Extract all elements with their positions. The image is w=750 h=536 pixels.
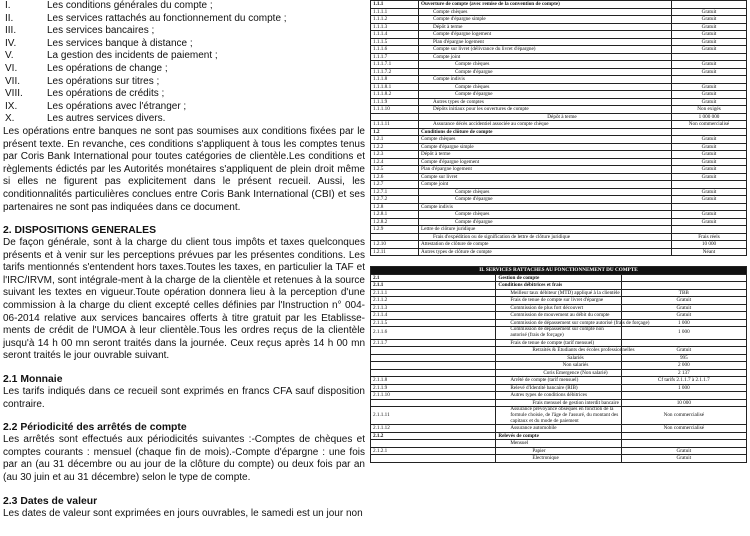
row-code: [371, 347, 496, 355]
chapter-list-item: [3, 25, 365, 38]
row-value: Néant: [672, 248, 747, 256]
left-column: [3, 0, 365, 520]
row-value: Gratuit: [621, 455, 746, 463]
row-code: 1.2.7.1: [371, 188, 419, 196]
tariff-table-services: [370, 266, 747, 463]
table-title: II. SERVICES RATTACHES AU FONCTIONNEMENT DU COMPTE: [371, 267, 747, 275]
row-label: Dépôt à terme: [419, 23, 672, 31]
row-value: 1 000: [621, 327, 746, 340]
row-code: 1.1.1.3: [371, 23, 419, 31]
row-code: 2.1.1.1: [371, 289, 496, 297]
row-label: Conditions débitrices et frais: [496, 282, 621, 290]
row-value: Non exigés: [672, 106, 747, 114]
table-row: [371, 38, 747, 46]
row-code: 1.2.2: [371, 143, 419, 151]
row-value: TBB: [621, 289, 746, 297]
row-code: 1.1.1.2: [371, 16, 419, 24]
chapter-list-item: [3, 88, 365, 101]
table-row: [371, 226, 747, 234]
row-label: Frais de tenue de compte sur livret d'épargne: [496, 297, 621, 305]
section-heading-periodicite: 2.2 Périodicité des arrêtés de compte: [3, 422, 187, 434]
table-row: [371, 339, 747, 347]
row-code: 1.1.1.8: [371, 76, 419, 84]
row-label: Ouverture de compte (avec remise de la convention de compte): [419, 1, 672, 9]
chapter-list-item: [3, 0, 365, 13]
table-row: [371, 68, 747, 76]
row-code: 1.2.5: [371, 166, 419, 174]
table-row: [371, 121, 747, 129]
table-row: [371, 158, 747, 166]
row-code: [371, 399, 496, 407]
row-label: Compte chèques: [419, 211, 672, 219]
row-code: 1.1.1.6: [371, 46, 419, 54]
row-value: [672, 53, 747, 61]
row-code: 2.1.1.10: [371, 392, 496, 400]
chapter-title: Les services rattachés au fonctionnement du compte ;: [47, 12, 287, 24]
row-label: Electronique: [496, 455, 621, 463]
chapter-number: IX.: [5, 100, 18, 112]
dispositions-paragraph: De façon générale, sont à la charge du client tous impôts et taxes quelconques présents et à venir sur les perceptions prévues par les présentes conditions. Les tarifs mentionnés s'entendent hors taxes.Toutes les taxes, en particulier la TAF et l'IRC/IRVM, sont intégrale-ment à la charge de la clientèle et retenues à la source suivant les textes en vigueur.Toute opération donnera lieu à la perception d'une commission à la charge du client excepté celles définies par l'Instruction n° 004-06-2014 relative aux services bancaires offerts à titre gratuit par les Etablisse-ments de crédit de l'UMOA à leur clientèle.Tous les ordres reçus de la clientèle jusqu'à 14 h 00 mn seront traités dans la journée. Ceux reçus après 14 h 00 mn seront traités le jour ouvrable suivant.: [3, 237, 365, 362]
row-value: [672, 181, 747, 189]
row-value: Gratuit: [672, 211, 747, 219]
chapter-number: VIII.: [5, 88, 23, 100]
chapter-number: V.: [5, 50, 14, 62]
row-label: Assurance prévoyance obsèques en fonction de la formule choisie, de l'âge de l'assuré, du montant des capitaux et du mode de paiement: [496, 407, 621, 425]
row-label: Compte d'épargne: [419, 218, 672, 226]
row-code: 2.1.1.2: [371, 297, 496, 305]
row-code: 1.1.1.5: [371, 38, 419, 46]
table-row: [371, 304, 747, 312]
table-row: [371, 392, 747, 400]
row-label: Compte indivis: [419, 203, 672, 211]
row-value: Non commercialisé: [621, 407, 746, 425]
chapter-number: VI.: [5, 62, 18, 74]
row-value: Gratuit: [672, 61, 747, 69]
row-label: Non salariés: [496, 362, 621, 370]
chapter-title: Les autres services divers.: [47, 113, 166, 125]
row-label: Dépôt à terme: [419, 113, 672, 121]
table-row: [371, 188, 747, 196]
row-code: 2.1.2: [371, 432, 496, 440]
row-label: Relevés de compte: [496, 432, 621, 440]
row-value: Gratuit: [672, 68, 747, 76]
table-row: [371, 455, 747, 463]
row-value: [621, 282, 746, 290]
row-value: Gratuit: [621, 297, 746, 305]
row-label: Compte chèques: [419, 188, 672, 196]
row-label: Commission de dépassement sur compte autorisé (frais de forçage): [496, 319, 621, 327]
row-code: 1.2.8.1: [371, 211, 419, 219]
row-label: Commission de plus fort découvert: [496, 304, 621, 312]
table-row: [371, 61, 747, 69]
row-label: Frais mensuel de gestion interdit bancaire: [496, 399, 621, 407]
right-column: [370, 0, 747, 463]
table-row: [371, 203, 747, 211]
row-label: Compte chèques: [419, 61, 672, 69]
chapter-list-item: [3, 101, 365, 114]
row-label: Meilleur taux débiteur (MTD) appliqué à la clientèle: [496, 289, 621, 297]
table-row: [371, 289, 747, 297]
row-label: Assurance automobile: [496, 425, 621, 433]
row-code: 1.1.1.10: [371, 106, 419, 114]
row-code: 2.1.1.11: [371, 407, 496, 425]
row-code: 1.2.3: [371, 151, 419, 159]
row-label: Compte chèques: [419, 136, 672, 144]
intro-paragraph: Les opérations entre banques ne sont pas soumises aux conditions fixées par le présent texte. En revanche, ces conditions s'appliquent à tous les comptes tenus par Coris Bank International pour toutes catégories de clientèle.Les conditions et règlements édictés par les Autorités monétaires s'appliquent de plein droit même si elles ne figurent pas explicitement dans le présent recueil. Aussi, les conditionnalités particulières conclues entre Coris Bank International (CBI) et ses partenaires ne sont pas indiquées dans ce document.: [3, 125, 365, 213]
row-code: 2.1: [371, 274, 496, 282]
row-label: Conditions de clôture de compte: [419, 128, 672, 136]
row-code: 1.2.8: [371, 203, 419, 211]
chapter-title: Les opérations avec l'étranger ;: [47, 100, 187, 112]
row-code: 1.1.1: [371, 1, 419, 9]
row-code: 2.1.1.6: [371, 327, 496, 340]
row-value: Gratuit: [672, 143, 747, 151]
chapter-list-item: [3, 38, 365, 51]
row-code: 1.2.10: [371, 241, 419, 249]
row-value: 1 000 000: [672, 113, 747, 121]
chapter-number: I.: [5, 0, 11, 11]
row-code: 1.1.1.1: [371, 8, 419, 16]
row-label: Relevé d'Identité bancaire (RIB): [496, 384, 621, 392]
row-label: Compte d'épargne simple: [419, 143, 672, 151]
row-value: Gratuit: [621, 347, 746, 355]
row-code: 1.2.9: [371, 226, 419, 234]
row-code: 1.2.8.2: [371, 218, 419, 226]
table-row: [371, 369, 747, 377]
table-row: [371, 312, 747, 320]
chapter-title: Les services banque à distance ;: [47, 37, 193, 49]
row-label: Compte d'épargne logement: [419, 31, 672, 39]
chapter-number: IV.: [5, 37, 17, 49]
row-label: Frais de tenue de compte (tarif mensuel): [496, 339, 621, 347]
row-label: Compte d'épargne simple: [419, 16, 672, 24]
row-value: [621, 440, 746, 448]
row-code: 1.2.4: [371, 158, 419, 166]
row-value: [621, 274, 746, 282]
chapter-list-item: [3, 13, 365, 26]
tariff-table-conditions: [370, 0, 747, 256]
table-row: [371, 233, 747, 241]
row-code: 2.1.2.1: [371, 447, 496, 455]
table-row: [371, 218, 747, 226]
row-label: Compte sur livret (délivrance du livret d'épargne): [419, 46, 672, 54]
row-label: Compte d'épargne: [419, 196, 672, 204]
table-row: [371, 98, 747, 106]
table-row: [371, 196, 747, 204]
row-label: Arrêté de compte (tarif mensuel): [496, 377, 621, 385]
row-value: Non commercialisé: [621, 425, 746, 433]
row-value: 10 000: [672, 241, 747, 249]
table-row: [371, 432, 747, 440]
row-value: Gratuit: [672, 23, 747, 31]
row-code: 2.1.1.4: [371, 312, 496, 320]
section-heading-dates-valeur: 2.3 Dates de valeur: [3, 495, 98, 507]
row-code: 2.1.1.5: [371, 319, 496, 327]
table-row: [371, 181, 747, 189]
row-code: 1.2.11: [371, 248, 419, 256]
row-value: Gratuit: [672, 8, 747, 16]
table-row: [371, 1, 747, 9]
row-label: Assurance décès accidentiel associée au compte chèque: [419, 121, 672, 129]
row-label: Compte d'épargne: [419, 91, 672, 99]
table-row: [371, 46, 747, 54]
chapter-list: [3, 0, 365, 126]
chapter-list-item: [3, 63, 365, 76]
row-label: Gestion de compte: [496, 274, 621, 282]
row-label: Autres types de clôture de compte: [419, 248, 672, 256]
table-row: [371, 53, 747, 61]
section-heading-dispositions: 2. DISPOSITIONS GENERALES: [3, 225, 157, 237]
table-row: [371, 327, 747, 340]
table-row: [371, 113, 747, 121]
chapter-title: Les opérations de change ;: [47, 62, 168, 74]
table-row: [371, 16, 747, 24]
row-label: Compte chèques: [419, 83, 672, 91]
row-code: [371, 233, 419, 241]
row-label: Compte d'épargne: [419, 68, 672, 76]
row-value: 1 000: [621, 384, 746, 392]
row-label: Plan d'épargne logement: [419, 38, 672, 46]
table-row: [371, 447, 747, 455]
row-code: 2.1.1.12: [371, 425, 496, 433]
row-label: Compte indivis: [419, 76, 672, 84]
table-row: [371, 173, 747, 181]
row-code: 1.1.1.11: [371, 121, 419, 129]
row-value: [621, 432, 746, 440]
row-code: [371, 354, 496, 362]
row-code: 1.1.1.8.1: [371, 83, 419, 91]
table-row: [371, 241, 747, 249]
table-row: [371, 106, 747, 114]
row-value: [672, 1, 747, 9]
table-row: [371, 282, 747, 290]
row-value: Gratuit: [672, 98, 747, 106]
row-value: Gratuit: [672, 218, 747, 226]
row-value: [672, 128, 747, 136]
row-code: [371, 455, 496, 463]
row-value: Gratuit: [672, 151, 747, 159]
row-code: 1.2.6: [371, 173, 419, 181]
row-value: Gratuit: [672, 173, 747, 181]
row-label: Coris Emergence (Non salarié): [496, 369, 621, 377]
table-row: [371, 440, 747, 448]
row-value: 1 000: [621, 319, 746, 327]
row-value: 2 000: [621, 362, 746, 370]
row-label: Commission de mouvement au débit du compte: [496, 312, 621, 320]
row-code: 1.1.1.4: [371, 31, 419, 39]
row-value: Gratuit: [672, 196, 747, 204]
row-label: Attestation de clôture de compte: [419, 241, 672, 249]
chapter-title: Les opérations sur titres ;: [47, 75, 160, 87]
row-label: Dépôt à terme: [419, 151, 672, 159]
table-row: [371, 31, 747, 39]
row-label: Compte chèques: [419, 8, 672, 16]
row-label: Autres types de comptes: [419, 98, 672, 106]
table-row: [371, 128, 747, 136]
row-label: Mensuel: [496, 440, 621, 448]
dates-valeur-paragraph: Les dates de valeur sont exprimées en jours ouvrables, le samedi est un jour non: [3, 507, 363, 519]
chapter-title: Les conditions générales du compte ;: [47, 0, 213, 11]
row-value: Gratuit: [672, 83, 747, 91]
row-code: 1.1.1.9: [371, 98, 419, 106]
table-row: [371, 362, 747, 370]
row-value: Gratuit: [672, 188, 747, 196]
row-code: 2.1.1: [371, 282, 496, 290]
table-row: [371, 8, 747, 16]
table-row: [371, 274, 747, 282]
table-row: [371, 407, 747, 425]
row-value: Gratuit: [621, 312, 746, 320]
row-value: [672, 226, 747, 234]
row-value: 10 000: [621, 399, 746, 407]
row-code: 1.2.7: [371, 181, 419, 189]
monnaie-paragraph: Les tarifs indiqués dans ce recueil sont exprimés en francs CFA sauf disposition contraire.: [3, 386, 365, 410]
row-value: [672, 76, 747, 84]
row-label: Compte joint: [419, 181, 672, 189]
row-code: 1.1.1.7.2: [371, 68, 419, 76]
row-code: 1.2.7.2: [371, 196, 419, 204]
table-row: [371, 384, 747, 392]
table-header-row: [371, 267, 747, 275]
row-code: 2.1.1.7: [371, 339, 496, 347]
table-row: [371, 83, 747, 91]
row-value: Gratuit: [672, 16, 747, 24]
row-value: 2 137: [621, 369, 746, 377]
row-label: Lettre de clôture juridique: [419, 226, 672, 234]
row-label: Dépôts initiaux pour les ouvertures de compte: [419, 106, 672, 114]
periodicite-paragraph: Les arrêtés sont effectués aux périodicités suivantes :-Comptes de chèques et comptes courants : mensuel (chaque fin de mois).-Compte d'épargne : une fois par an (au 31 décembre ou au jour de la clôture du compte) ou deux fois par an (au 30 juin et au 31 décembre) selon le type de compte.: [3, 434, 365, 483]
table-row: [371, 136, 747, 144]
row-code: 1.1.1.7.1: [371, 61, 419, 69]
chapter-number: X.: [5, 113, 15, 125]
row-code: 1.1.1.8.2: [371, 91, 419, 99]
row-label: Compte d'épargne logement: [419, 158, 672, 166]
table-row: [371, 425, 747, 433]
row-value: Cf tarifs 2.1.1.7 à 2.1.1.7: [621, 377, 746, 385]
row-value: Gratuit: [672, 46, 747, 54]
row-code: [371, 362, 496, 370]
row-value: Gratuit: [672, 91, 747, 99]
row-value: Non commercialisé: [672, 121, 747, 129]
row-value: Frais réels: [672, 233, 747, 241]
row-label: Frais d'expédition ou de signification de lettre de clôture juridique: [419, 233, 672, 241]
row-code: [371, 113, 419, 121]
chapter-list-item: [3, 76, 365, 89]
row-code: 1.2.1: [371, 136, 419, 144]
row-label: Plan d'épargne logement: [419, 166, 672, 174]
row-code: 2.1.1.8: [371, 377, 496, 385]
row-value: Gratuit: [672, 136, 747, 144]
row-value: 995: [621, 354, 746, 362]
table-row: [371, 23, 747, 31]
row-code: 1.2: [371, 128, 419, 136]
row-code: 1.1.1.7: [371, 53, 419, 61]
table-row: [371, 347, 747, 355]
chapter-number: VII.: [5, 75, 21, 87]
table-row: [371, 248, 747, 256]
row-label: Papier: [496, 447, 621, 455]
chapter-title: Les opérations de crédits ;: [47, 88, 165, 100]
row-code: 2.1.1.3: [371, 304, 496, 312]
row-value: Gratuit: [621, 447, 746, 455]
table-row: [371, 377, 747, 385]
row-value: Gratuit: [672, 166, 747, 174]
table-row: [371, 354, 747, 362]
row-value: Gratuit: [621, 304, 746, 312]
row-value: Gratuit: [672, 158, 747, 166]
chapter-list-item: [3, 113, 365, 126]
table-row: [371, 91, 747, 99]
row-value: [621, 339, 746, 347]
row-label: Retraités & Etudiants des écoles professionnelles: [496, 347, 621, 355]
chapter-number: II.: [5, 12, 14, 24]
row-label: Salariés: [496, 354, 621, 362]
row-label: Compte joint: [419, 53, 672, 61]
chapter-title: Les services bancaires ;: [47, 25, 155, 37]
row-value: Gratuit: [672, 31, 747, 39]
row-code: [371, 369, 496, 377]
chapter-number: III.: [5, 25, 17, 37]
row-code: [371, 440, 496, 448]
row-label: Compte sur livret: [419, 173, 672, 181]
table-row: [371, 151, 747, 159]
row-code: 2.1.1.9: [371, 384, 496, 392]
row-value: [621, 392, 746, 400]
chapter-title: La gestion des incidents de paiement ;: [47, 50, 218, 62]
row-label: Autres types de conditions débitrices: [496, 392, 621, 400]
table-row: [371, 76, 747, 84]
chapter-list-item: [3, 50, 365, 63]
table-row: [371, 211, 747, 219]
row-value: Gratuit: [672, 38, 747, 46]
table-row: [371, 143, 747, 151]
row-label: Commission de dépassement sur compte non autorisé (frais de forçage): [496, 327, 621, 340]
table-row: [371, 297, 747, 305]
row-value: [672, 203, 747, 211]
section-heading-monnaie: 2.1 Monnaie: [3, 374, 63, 386]
table-row: [371, 166, 747, 174]
